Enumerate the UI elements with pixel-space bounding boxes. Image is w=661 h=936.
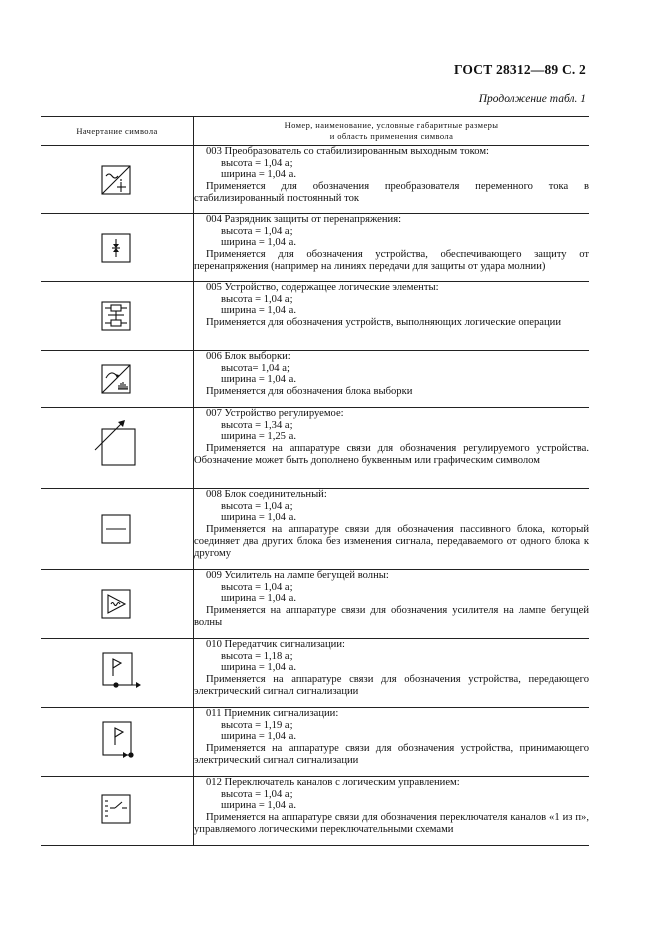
- symbol-height: высота= 1,04 а;: [221, 362, 290, 374]
- symbol-cell: [41, 408, 194, 489]
- symbol-height: высота = 1,04 а;: [221, 788, 293, 800]
- symbol-cell: [41, 639, 194, 708]
- symbol-title: 005 Устройство, содержащее логические элементы:: [206, 282, 439, 293]
- sampling-unit-icon: [41, 351, 193, 407]
- table-row: [41, 146, 589, 214]
- description-cell: [194, 639, 590, 708]
- symbol-title: 003 Преобразователь со стабилизированным выходным током:: [206, 146, 489, 157]
- column-header-line-1: Номер, наименование, условные габаритные размеры: [284, 120, 499, 130]
- symbol-cell: [41, 351, 194, 408]
- symbol-application: Применяется на аппаратуре связи для обозначения пассивного блока, который соединяет два других блока без изменения сигнала, передаваемого от одного блока к другому: [194, 524, 589, 559]
- symbol-application: Применяется на аппаратуре связи для обозначения устройства, принимающего электрический сигнал сигнализации: [194, 743, 589, 766]
- symbol-title: 011 Приемник сигнализации:: [206, 708, 339, 719]
- table-row: [41, 708, 589, 777]
- symbol-application: Применяется для обозначения преобразователя переменного тока в стабилизированный постоянный ток: [194, 181, 589, 204]
- surge-arrester-icon: [41, 214, 193, 281]
- symbol-application: Применяется на аппаратуре связи для обозначения устройства, передающего электрический сигнал сигнализации: [194, 674, 589, 697]
- symbol-height: высота = 1,18 а;: [221, 650, 293, 662]
- description-cell: [194, 282, 590, 351]
- description-cell: [194, 351, 590, 408]
- symbol-cell: [41, 777, 194, 846]
- connecting-unit-icon: [41, 489, 193, 569]
- symbol-title: 009 Усилитель на лампе бегущей волны:: [206, 570, 389, 581]
- symbol-height: высота = 1,34 а;: [221, 419, 293, 431]
- symbol-cell: [41, 214, 194, 282]
- symbol-application: Применяется для обозначения устройства, обеспечивающего защиту от перенапряжения (например на линиях передачи для защиты от удара молнии): [194, 249, 589, 272]
- symbol-width: ширина = 1,04 а.: [221, 593, 296, 605]
- column-header-symbol: Начертание символа: [41, 117, 194, 146]
- symbol-title: 012 Переключатель каналов с логическим управлением:: [206, 777, 460, 788]
- column-header-description: [194, 117, 590, 146]
- symbol-cell: [41, 708, 194, 777]
- symbol-cell: [41, 570, 194, 639]
- logic-channel-switch-icon: [41, 777, 193, 845]
- symbol-height: высота = 1,04 а;: [221, 225, 293, 237]
- symbol-width: ширина = 1,04 а.: [221, 731, 296, 743]
- column-header-line-2: и область применения символа: [329, 131, 454, 141]
- symbol-application: Применяется для обозначения устройств, выполняющих логические операции: [206, 317, 561, 329]
- table-row: [41, 570, 589, 639]
- signal-transmitter-icon: [41, 639, 193, 707]
- table-row: [41, 351, 589, 408]
- signal-receiver-icon: [41, 708, 193, 776]
- description-cell: [194, 777, 590, 846]
- page-header: ГОСТ 28312—89 С. 2: [453, 62, 586, 77]
- symbol-title: 004 Разрядник защиты от перенапряжения:: [206, 214, 402, 225]
- symbols-table: [41, 116, 589, 846]
- description-cell: [194, 570, 590, 639]
- converter-stabilized-current-icon: [41, 146, 193, 213]
- symbol-height: высота = 1,04 а;: [221, 581, 293, 593]
- symbol-cell: [41, 146, 194, 214]
- symbol-application: Применяется на аппаратуре связи для обозначения усилителя на лампе бегущей волны: [194, 605, 589, 628]
- description-cell: [194, 489, 590, 570]
- table-row: [41, 282, 589, 351]
- symbol-title: 006 Блок выборки:: [206, 351, 291, 362]
- symbol-width: ширина = 1,04 а.: [221, 237, 296, 249]
- table-continuation-label: Продолжение табл. 1: [478, 93, 586, 105]
- description-cell: [194, 708, 590, 777]
- table-row: [41, 489, 589, 570]
- description-cell: [194, 146, 590, 214]
- symbol-title: 007 Устройство регулируемое:: [206, 408, 344, 419]
- symbol-height: высота = 1,19 а;: [221, 719, 293, 731]
- symbol-width: ширина = 1,25 а.: [221, 431, 296, 443]
- symbol-width: ширина = 1,04 а.: [221, 169, 296, 181]
- symbol-width: ширина = 1,04 а.: [221, 662, 296, 674]
- symbol-width: ширина = 1,04 а.: [221, 512, 296, 524]
- description-cell: [194, 408, 590, 489]
- table-row: [41, 639, 589, 708]
- description-cell: [194, 214, 590, 282]
- symbol-title: 008 Блок соединительный:: [206, 489, 327, 500]
- symbol-application: Применяется на аппаратуре связи для обозначения регулируемого устройства. Обозначение может быть дополнено буквенным или графическим символом: [194, 443, 589, 466]
- symbol-application: Применяется на аппаратуре связи для обозначения переключателя каналов «1 из п», управляемого логическими переключательными схемами: [194, 812, 589, 835]
- symbol-height: высота = 1,04 а;: [221, 157, 293, 169]
- symbol-cell: [41, 282, 194, 351]
- symbol-title: 010 Передатчик сигнализации:: [206, 639, 345, 650]
- symbol-width: ширина = 1,04 а.: [221, 374, 296, 386]
- table-row: [41, 408, 589, 489]
- table-row: [41, 777, 589, 846]
- adjustable-device-icon: [41, 408, 193, 488]
- symbol-width: ширина = 1,04 а.: [221, 305, 296, 317]
- table-header-row: [41, 117, 589, 146]
- table-row: [41, 214, 589, 282]
- symbol-cell: [41, 489, 194, 570]
- symbol-height: высота = 1,04 а;: [221, 500, 293, 512]
- symbol-height: высота = 1,04 а;: [221, 293, 293, 305]
- symbol-application: Применяется для обозначения блока выборки: [206, 386, 413, 398]
- symbol-width: ширина = 1,04 а.: [221, 800, 296, 812]
- twt-amplifier-icon: [41, 570, 193, 638]
- logic-device-icon: [41, 282, 193, 350]
